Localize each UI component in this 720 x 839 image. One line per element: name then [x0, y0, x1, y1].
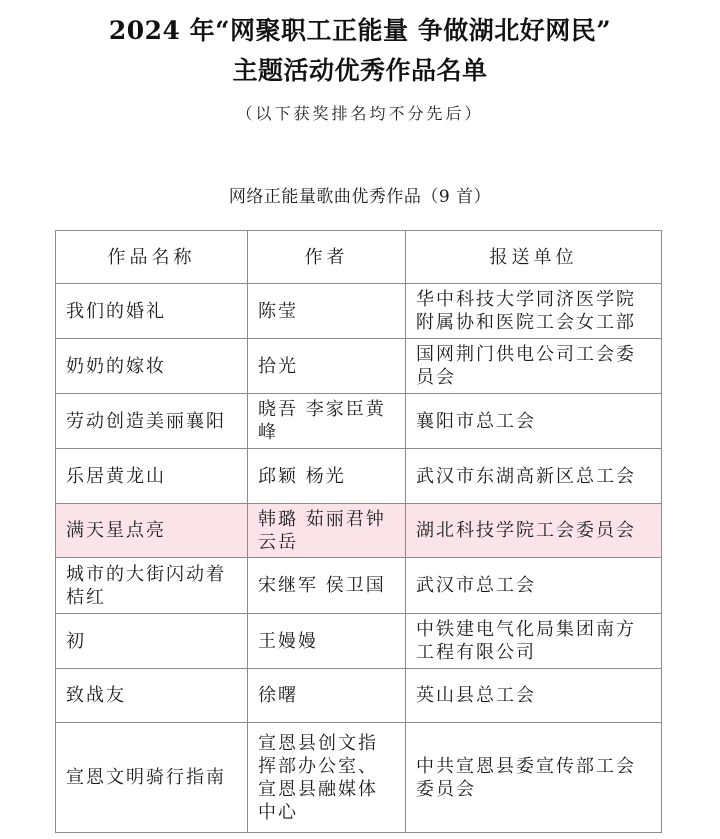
table-header-row: [56, 231, 662, 284]
table-row: [56, 669, 662, 723]
document-title-line1: 2024 年“网聚职工正能量 争做湖北好网民”: [108, 16, 612, 45]
work-name: 我们的婚礼: [56, 284, 248, 339]
author: 陈莹: [248, 284, 406, 339]
header-author: 作者: [248, 231, 406, 284]
table-row: [56, 723, 662, 833]
table-row: [56, 339, 662, 394]
submitting-unit: 中铁建电气化局集团南方工程有限公司: [406, 614, 662, 669]
author: 拾光: [248, 339, 406, 394]
work-name: 劳动创造美丽襄阳: [56, 394, 248, 449]
work-name: 致战友: [56, 669, 248, 723]
table-row-highlighted: [56, 504, 662, 558]
table-row: [56, 284, 662, 339]
section-title: 网络正能量歌曲优秀作品（9 首）: [228, 187, 492, 207]
submitting-unit: 武汉市东湖高新区总工会: [406, 449, 662, 504]
document-title-line2: 主题活动优秀作品名单: [232, 56, 488, 85]
author: 韩璐 茹丽君钟云岳: [248, 504, 406, 558]
author: 宣恩县创文指挥部办公室、宣恩县融媒体中心: [248, 723, 406, 833]
author: 宋继军 侯卫国: [248, 558, 406, 614]
work-name: 满天星点亮: [56, 504, 248, 558]
work-name: 宣恩文明骑行指南: [56, 723, 248, 833]
submitting-unit: 中共宣恩县委宣传部工会委员会: [406, 723, 662, 833]
work-name: 初: [56, 614, 248, 669]
table-row: [56, 449, 662, 504]
ranking-note: （以下获奖排名均不分先后）: [236, 104, 484, 123]
submitting-unit: 国网荆门供电公司工会委员会: [406, 339, 662, 394]
awards-table: [55, 230, 662, 833]
submitting-unit: 武汉市总工会: [406, 558, 662, 614]
work-name: 奶奶的嫁妆: [56, 339, 248, 394]
table-row: [56, 558, 662, 614]
submitting-unit: 襄阳市总工会: [406, 394, 662, 449]
author: 徐曙: [248, 669, 406, 723]
table-row: [56, 394, 662, 449]
submitting-unit: 湖北科技学院工会委员会: [406, 504, 662, 558]
work-name: 乐居黄龙山: [56, 449, 248, 504]
work-name: 城市的大街闪动着桔红: [56, 558, 248, 614]
author: 晓吾 李家臣黄峰: [248, 394, 406, 449]
author: 邱颖 杨光: [248, 449, 406, 504]
header-work: 作品名称: [56, 231, 248, 284]
submitting-unit: 华中科技大学同济医学院附属协和医院工会女工部: [406, 284, 662, 339]
author: 王嫚嫚: [248, 614, 406, 669]
table-row: [56, 614, 662, 669]
submitting-unit: 英山县总工会: [406, 669, 662, 723]
header-unit: 报送单位: [406, 231, 662, 284]
